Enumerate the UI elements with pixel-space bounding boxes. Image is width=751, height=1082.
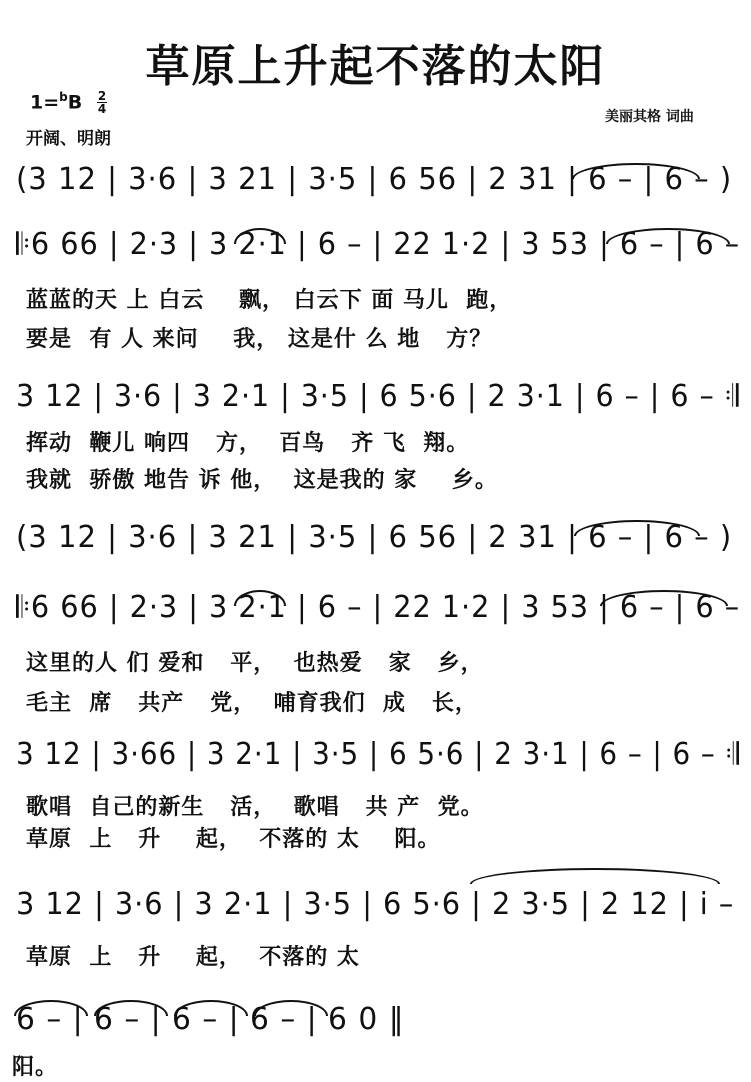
lyric-line: 要是 有 人 来问 我， 这是什 么 地 方？ bbox=[26, 327, 493, 352]
tempo-marking: 开阔、明朗 bbox=[26, 129, 111, 149]
key-signature bbox=[30, 90, 107, 115]
notation-row bbox=[12, 220, 740, 270]
key-flat: b bbox=[59, 90, 68, 104]
notation-row bbox=[12, 372, 740, 422]
lyric-line: 挥动 鞭儿 响四 方， 百鸟 齐 飞 翔。 bbox=[26, 431, 470, 456]
lyric-line: 歌唱 自己的新生 活， 歌唱 共 产 党。 bbox=[26, 795, 484, 820]
lyric-line: 草原 上 升 起， 不落的 太 bbox=[26, 945, 360, 970]
key-prefix: 1= bbox=[30, 91, 60, 114]
notation-row bbox=[12, 583, 740, 633]
time-signature bbox=[97, 90, 107, 115]
key-note: B bbox=[67, 91, 83, 114]
lyric-line: 这里的人 们 爱和 平， 也热爱 家 乡， bbox=[26, 651, 484, 676]
song-title: 草原上升起不落的太阳 bbox=[145, 41, 606, 92]
lyric-line: 草原 上 升 起， 不落的 太 阳。 bbox=[26, 827, 441, 852]
author-credit: 美丽其格 词曲 bbox=[605, 109, 694, 125]
notation-text: (3 12 | 3·6 | 3 21 | 3·5 | 6 56 | 2 31 | 6 – | 6 – ) bbox=[16, 162, 733, 197]
notation-text: 3 12 | 3·6 | 3 2·1 | 3·5 | 6 5·6 | 2 3·1 | 6 – | 6 – 𝄇 bbox=[16, 379, 740, 414]
notation-row bbox=[12, 880, 734, 930]
notation-row bbox=[12, 730, 740, 780]
notation-text: 6 – | 6 – | 6 – | 6 – | 6 0 ‖ bbox=[16, 1002, 405, 1037]
notation-text: 𝄆6 66 | 2·3 | 3 2·1 | 6 – | 22 1·2 | 3 53 | 6 – | 6 – bbox=[16, 227, 741, 262]
notation-text: (3 12 | 3·6 | 3 21 | 3·5 | 6 56 | 2 31 | 6 – | 6 – ) bbox=[16, 520, 733, 555]
lyric-line: 我就 骄傲 地告 诉 他， 这是我的 家 乡。 bbox=[26, 468, 498, 493]
time-numerator: 2 bbox=[97, 89, 107, 104]
lyric-line: 蓝蓝的天 上 白云 飘， 白云下 面 马儿 跑， bbox=[26, 288, 513, 313]
notation-text: 3 12 | 3·6 | 3 2·1 | 3·5 | 6 5·6 | 2 3·5 | 2 12 | i – bbox=[16, 887, 735, 922]
lyric-line: 毛主 席 共产 党， 哺育我们 成 长， bbox=[26, 691, 478, 716]
time-denominator: 4 bbox=[97, 102, 107, 117]
lyric-line: 阳。 bbox=[12, 1055, 59, 1080]
notation-text: 3 12 | 3·66 | 3 2·1 | 3·5 | 6 5·6 | 2 3·1 | 6 – | 6 – 𝄇 bbox=[16, 737, 740, 772]
notation-text: 𝄆6 66 | 2·3 | 3 2·1 | 6 – | 22 1·2 | 3 53 | 6 – | 6 – bbox=[16, 590, 741, 625]
slur-mark bbox=[470, 868, 720, 884]
